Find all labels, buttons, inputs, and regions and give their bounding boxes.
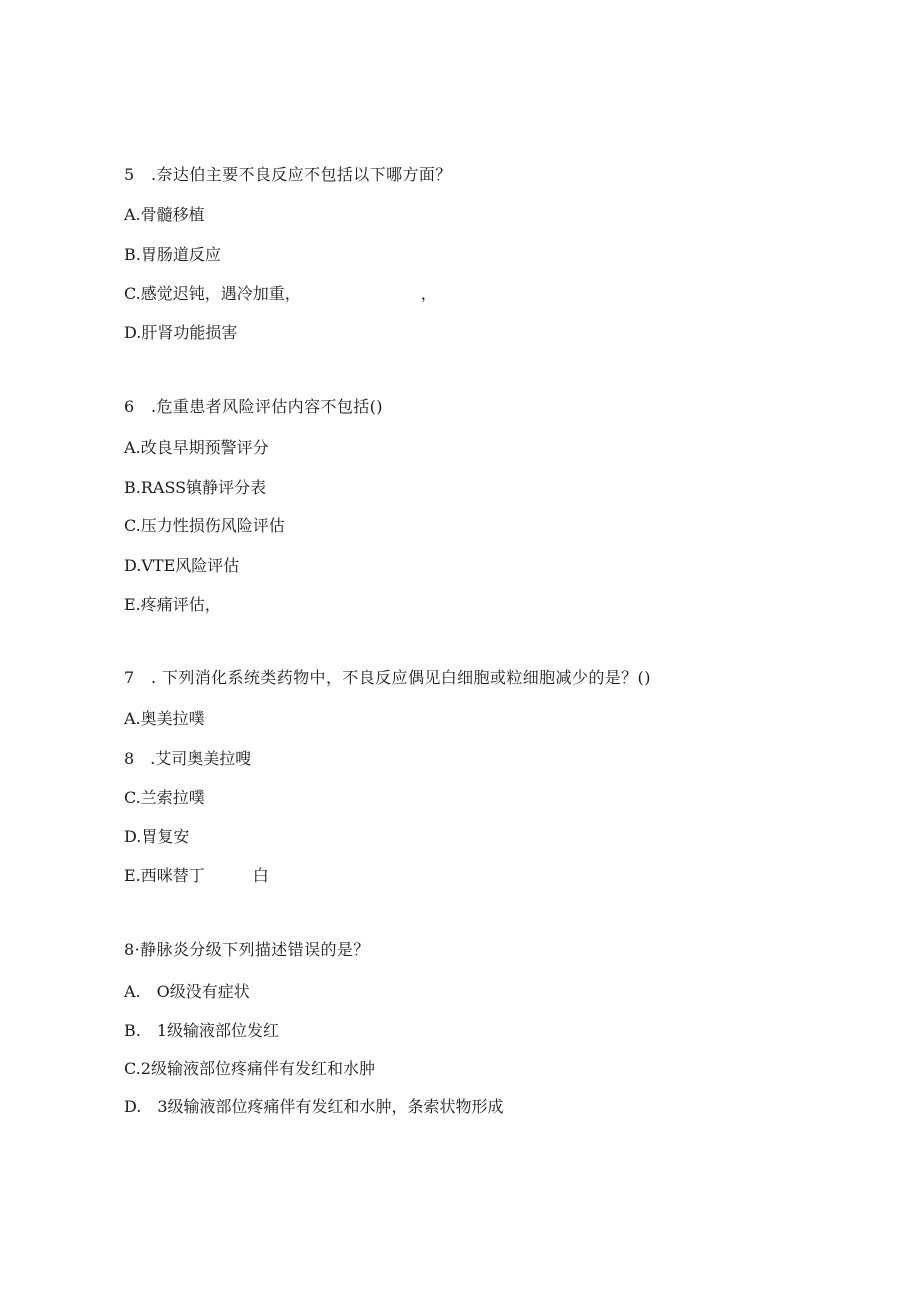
question-6-option-e: E.疼痛评估， <box>124 595 221 614</box>
question-8-option-b: B. 1级输液部位发红 <box>124 1021 280 1040</box>
question-7-stem: 7 . 下列消化系统类药物中，不良反应偶见白细胞或粒细胞减少的是？() <box>124 668 651 687</box>
question-5-option-a: A.骨髓移植 <box>124 205 205 224</box>
question-5-option-d: D.肝肾功能损害 <box>124 323 238 342</box>
question-5-option-b: B.胃肠道反应 <box>124 245 221 264</box>
question-8-option-d: D. 3级输液部位疼痛伴有发红和水肿，条索状物形成 <box>124 1097 504 1116</box>
question-7-option-c: C.兰索拉噗 <box>124 788 205 807</box>
question-5-stem: 5 .奈达伯主要不良反应不包括以下哪方面？ <box>124 165 452 184</box>
question-6-option-b: B.RASS镇静评分表 <box>124 478 267 497</box>
question-7-option-b: 8 .艾司奥美拉嗖 <box>124 749 252 768</box>
question-8-option-a: A. O级没有症状 <box>124 982 250 1001</box>
question-8-stem: 8·静脉炎分级下列描述错误的是？ <box>124 940 370 959</box>
question-6-option-c: C.压力性损伤风险评估 <box>124 516 285 535</box>
question-8-option-c: C.2级输液部位疼痛伴有发红和水肿 <box>124 1059 375 1078</box>
question-7-option-e: E.西咪替丁 白 <box>124 866 269 885</box>
question-6-option-a: A.改良早期预警评分 <box>124 438 269 457</box>
question-5-option-c: C.感觉迟钝，遇冷加重， ， <box>124 284 437 303</box>
question-7-option-a: A.奥美拉噗 <box>124 709 205 728</box>
question-6-option-d: D.VTE风险评估 <box>124 556 240 575</box>
question-7-option-d: D.胃复安 <box>124 827 190 846</box>
question-6-stem: 6 .危重患者风险评估内容不包括() <box>124 397 383 416</box>
